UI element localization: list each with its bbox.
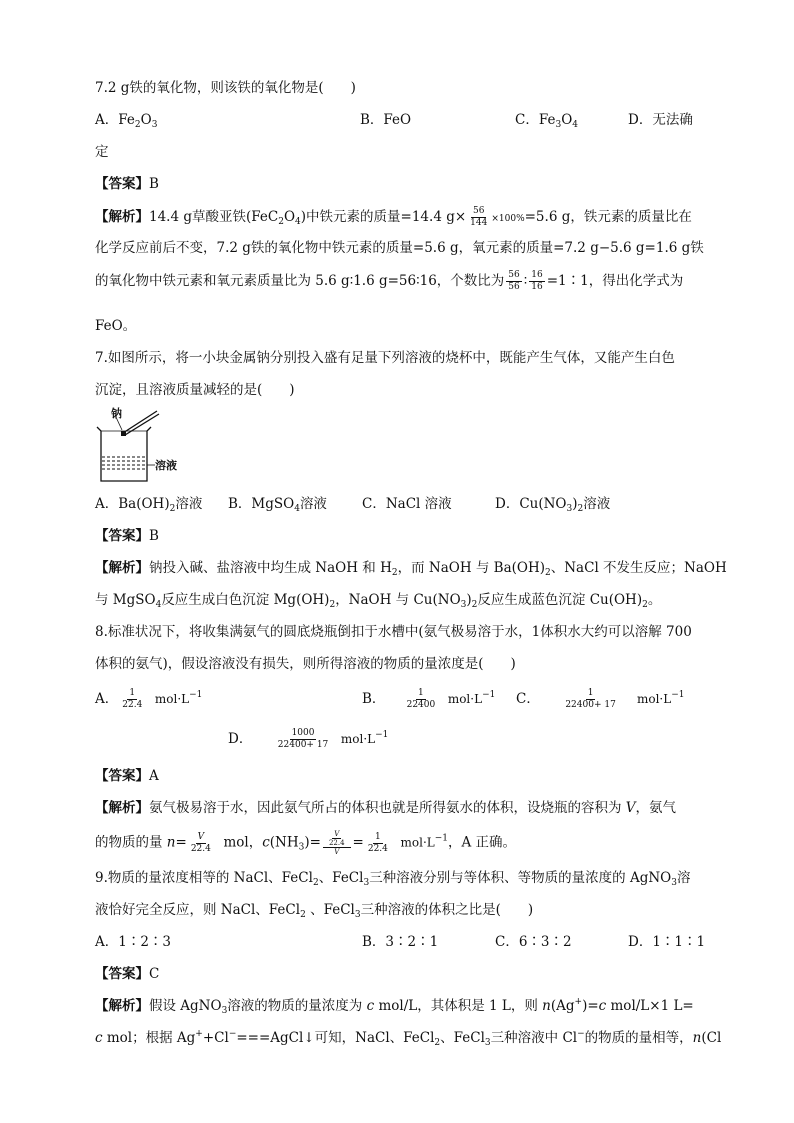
option-d: D． $\frac{1000}{22400+ 17}$ $mol\cdot L^{-1}$ xyxy=(228,728,389,750)
option-d: D．无法确 xyxy=(628,112,693,128)
analysis-line-1: 【解析】钠投入碱、盐溶液中均生成 NaOH 和 $H_2$，而 NaOH 与 $Ba(OH)_2$、NaCl 不发生反应；NaOH xyxy=(95,560,727,578)
question-stem: 7.2 g铁的氧化物，则该铁的氧化物是( ) xyxy=(95,80,356,96)
option-c: C．$Fe_3O_4$ xyxy=(515,112,578,130)
question-stem-line-2: 液恰好完全反应，则 NaCl、FeCl$_2$ 、FeCl$_3$三种溶液的体积之比是( ) xyxy=(95,902,534,920)
fraction: $\frac{56}{144}$ xyxy=(470,206,488,228)
option-c: C． $\frac{1}{22400+ 17}$ $mol\cdot L^{-1}$ xyxy=(516,688,685,710)
question-stem: 8.标准状况下，将收集满氨气的圆底烧瓶倒扣于水槽中(氨气极易溶于水，1体积水大约可以溶解 700 xyxy=(95,624,692,640)
analysis-line-1: 【解析】14.4 g草酸亚铁$(FeC_2O_4)$中铁元素的质量=14.4 g× $\frac{56}{144}$ ×100%=5.6 g，铁元素的质量比在 xyxy=(95,206,692,228)
analysis-line-1: 【解析】假设 AgNO$_3$溶液的物质的量浓度为 c mol/L，其体积是 1 L，则 n(Ag+)=c mol/L×1 L= xyxy=(95,997,694,1016)
answer-line: 【答案】A xyxy=(95,768,159,784)
option-b: B．FeO xyxy=(360,112,412,128)
question-stem: 9.物质的量浓度相等的 NaCl、FeCl$_2$、FeCl$_3$三种溶液分别与等体积、等物质的量浓度的 AgNO$_3$溶 xyxy=(95,870,691,888)
analysis-line-2: 化学反应前后不变，7.2 g铁的氧化物中铁元素的质量=5.6 g，氧元素的质量=7.2 g−5.6 g=1.6 g铁 xyxy=(95,240,704,256)
answer-line: 【答案】C xyxy=(95,966,160,982)
analysis-line-3: 的氧化物中铁元素和氧元素质量比为 5.6 g∶1.6 g=56∶16，个数比为 $\frac{56}{56}$ ∶ $\frac{16}{16}$ =1∶1，得出化学式为 xyxy=(95,270,684,292)
beaker-figure xyxy=(95,405,205,485)
answer-line: 【答案】B xyxy=(95,176,159,192)
option-a: A．$Ba(OH)_2$溶液 xyxy=(95,496,203,514)
option-b: B．MgSO$_4$溶液 xyxy=(228,496,327,514)
option-d: D．$Cu(NO_3)_2$溶液 xyxy=(495,496,611,514)
analysis-line-4: FeO。 xyxy=(95,318,137,334)
analysis-line-2: c mol；根据 Ag++Cl−===AgCl↓可知，NaCl、FeCl$_2$、FeCl$_3$三种溶液中 Cl−的物质的量相等，n(Cl xyxy=(95,1029,722,1048)
option-c: C．6∶3∶2 xyxy=(495,934,572,950)
question-stem-line-2: 沉淀，且溶液质量减轻的是( ) xyxy=(95,382,295,398)
option-a: A．1∶2∶3 xyxy=(95,934,172,950)
analysis-line-2: 的物质的量 n= $\frac{V}{22.4}$ mol，$c(NH_3)=$ $\frac{\frac{V}{22.4}}{V}$ = $\frac{1}{22.4}$ $mol\cdot L^{-1}$，A 正确。 xyxy=(95,830,517,856)
option-d-continued: 定 xyxy=(95,144,109,160)
question-stem: 7.如图所示，将一小块金属钠分别投入盛有足量下列溶液的烧杯中，既能产生气体，又能产生白色 xyxy=(95,350,675,366)
sodium-label: 钠 xyxy=(111,407,122,420)
solution-label: 溶液 xyxy=(155,459,177,472)
analysis-line-1: 【解析】氨气极易溶于水，因此氨气所占的体积也就是所得氨水的体积，设烧瓶的容积为 V，氨气 xyxy=(95,800,677,816)
fraction: $\frac{16}{16}$ xyxy=(531,270,543,292)
option-a: A．$Fe_2O_3$ xyxy=(95,112,158,130)
analysis-line-2: 与 MgSO$_4$反应生成白色沉淀 $Mg(OH)_2$，NaOH 与 $Cu(NO_3)_2$反应生成蓝色沉淀 $Cu(OH)_2$。 xyxy=(95,592,662,610)
option-a: A． $\frac{1}{22.4}$ $mol\cdot L^{-1}$ xyxy=(95,688,203,710)
option-b: B． $\frac{1}{22400}$ $mol\cdot L^{-1}$ xyxy=(362,688,496,710)
answer-line: 【答案】B xyxy=(95,528,159,544)
option-c: C．NaCl 溶液 xyxy=(362,496,452,512)
option-b: B．3∶2∶1 xyxy=(362,934,439,950)
question-stem-line-2: 体积的氨气)，假设溶液没有损失，则所得溶液的物质的量浓度是( ) xyxy=(95,656,516,672)
option-d: D．1∶1∶1 xyxy=(628,934,706,950)
fraction: $\frac{56}{56}$ xyxy=(508,270,520,292)
